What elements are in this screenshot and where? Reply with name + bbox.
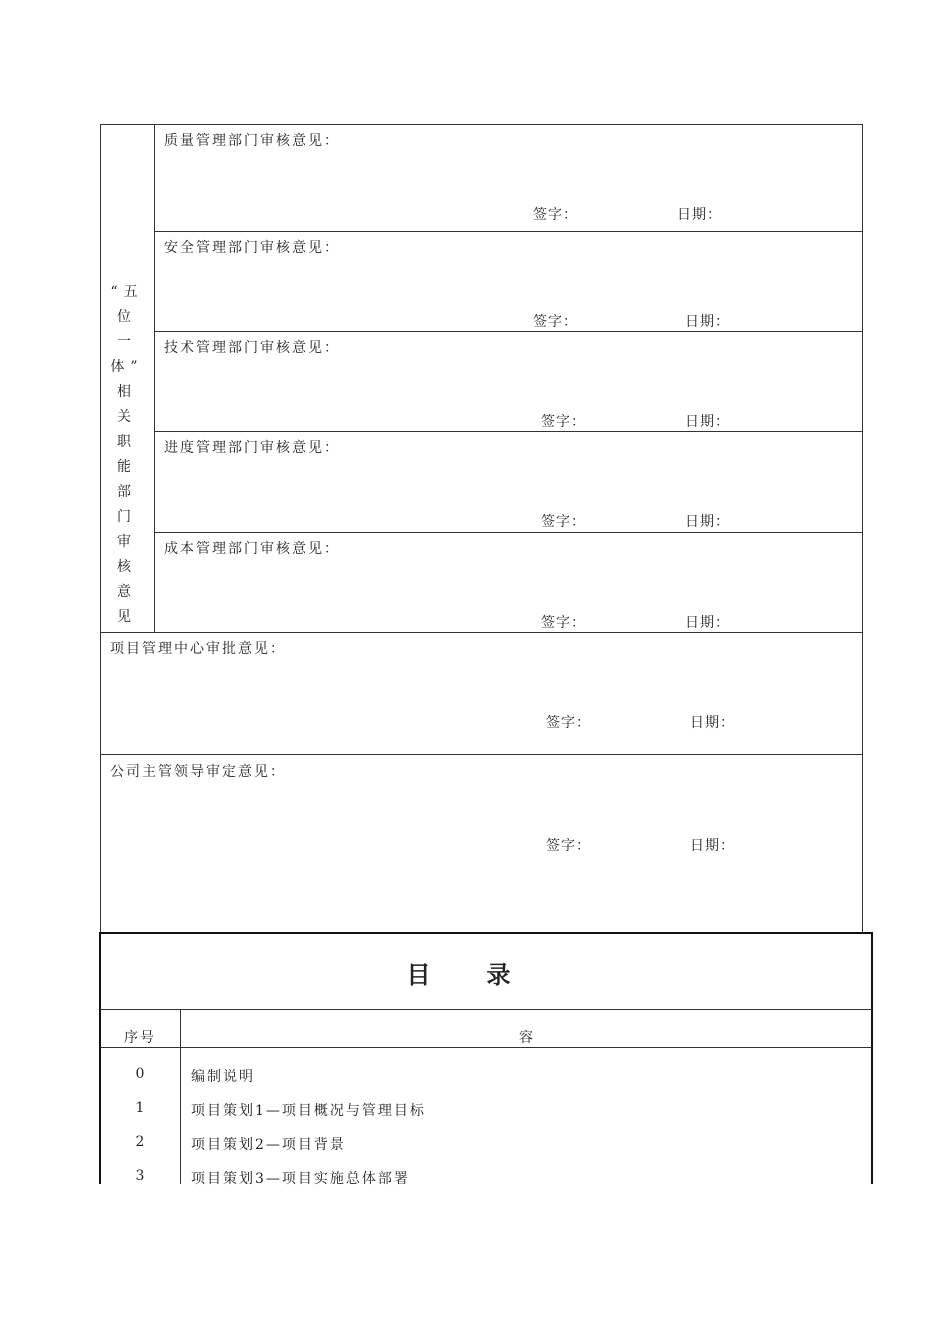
row-divider bbox=[154, 431, 863, 432]
cost-signature-label: 签字： bbox=[541, 615, 586, 631]
toc-row-number: 0 bbox=[135, 1066, 145, 1082]
safety-signature-label: 签字： bbox=[533, 314, 578, 330]
technical-review-label: 技术管理部门审核意见： bbox=[164, 340, 340, 356]
toc-row-text: 项目策划2—项目背景 bbox=[191, 1137, 346, 1153]
table-border-right bbox=[862, 124, 863, 934]
cost-review-label: 成本管理部门审核意见： bbox=[164, 541, 340, 557]
group-label-line: 部门 bbox=[117, 484, 137, 525]
table-border-top bbox=[100, 124, 863, 125]
group-label-line: “五 bbox=[110, 284, 144, 300]
toc-header-content: 容 bbox=[519, 1030, 533, 1046]
toc-border-top bbox=[100, 932, 873, 934]
quality-review-label: 质量管理部门审核意见： bbox=[164, 133, 340, 149]
toc-row-text: 项目策划1—项目概况与管理目标 bbox=[191, 1103, 426, 1119]
technical-date-label: 日期： bbox=[685, 414, 730, 430]
leader-date-label: 日期： bbox=[690, 838, 735, 854]
row-divider bbox=[100, 632, 863, 633]
cost-date-label: 日期： bbox=[685, 615, 730, 631]
table-border-left bbox=[100, 124, 101, 934]
center-date-label: 日期： bbox=[690, 715, 735, 731]
schedule-review-label: 进度管理部门审核意见： bbox=[164, 440, 340, 456]
group-divider bbox=[154, 124, 155, 632]
quality-signature-label: 签字： bbox=[533, 207, 578, 223]
quality-date-label: 日期： bbox=[677, 207, 722, 223]
row-divider bbox=[100, 754, 863, 755]
group-label-line: 相关 bbox=[117, 384, 137, 425]
toc-header-no: 序号 bbox=[124, 1030, 156, 1046]
schedule-date-label: 日期： bbox=[685, 514, 730, 530]
row-divider bbox=[154, 532, 863, 533]
group-label-line: 体” bbox=[110, 359, 144, 375]
leader-signature-label: 签字： bbox=[546, 838, 591, 854]
toc-row-text: 编制说明 bbox=[191, 1069, 255, 1085]
toc-title-divider bbox=[100, 1009, 872, 1010]
toc-row-text: 项目策划3—项目实施总体部署 bbox=[191, 1171, 410, 1187]
toc-header-divider bbox=[100, 1047, 872, 1048]
technical-signature-label: 签字： bbox=[541, 414, 586, 430]
leader-approval-label: 公司主管领导审定意见： bbox=[110, 764, 286, 780]
group-label-line: 审核 bbox=[117, 534, 137, 575]
schedule-signature-label: 签字： bbox=[541, 514, 586, 530]
center-approval-label: 项目管理中心审批意见： bbox=[110, 641, 286, 657]
toc-row-number: 3 bbox=[135, 1168, 145, 1184]
toc-row-number: 1 bbox=[135, 1100, 145, 1116]
group-label-line: 职能 bbox=[117, 434, 137, 475]
toc-row-number: 2 bbox=[135, 1134, 145, 1150]
safety-date-label: 日期： bbox=[685, 314, 730, 330]
toc-title: 目录 bbox=[406, 960, 567, 989]
group-label-line: 位一 bbox=[117, 309, 137, 350]
group-label-five-in-one bbox=[109, 280, 145, 630]
row-divider bbox=[154, 331, 863, 332]
safety-review-label: 安全管理部门审核意见： bbox=[164, 240, 340, 256]
group-label-line: 意见 bbox=[117, 584, 137, 625]
row-divider bbox=[154, 231, 863, 232]
center-signature-label: 签字： bbox=[546, 715, 591, 731]
